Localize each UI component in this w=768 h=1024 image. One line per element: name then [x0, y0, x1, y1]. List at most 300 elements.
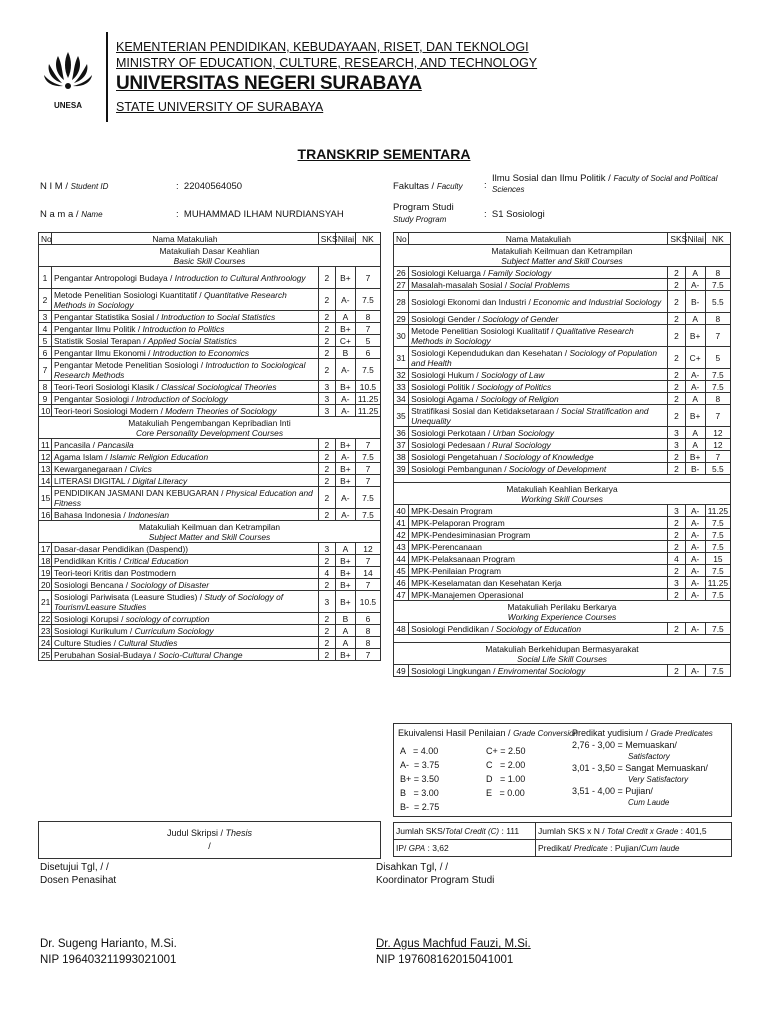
course-name-en: Family Sociology: [487, 267, 552, 278]
course-grade: B+: [335, 579, 355, 591]
section-subtitle: Basic Skill Courses: [173, 255, 246, 266]
course-no: 45: [394, 565, 409, 577]
table-row: [394, 565, 731, 577]
university-name-id: UNIVERSITAS NEGERI SURABAYA: [116, 73, 422, 94]
course-nk: 7: [355, 439, 380, 451]
course-sks: 2: [318, 555, 335, 567]
course-name-id: Pancasila /: [54, 439, 95, 450]
course-name-en: Sociology of Gender: [482, 313, 559, 324]
course-name-en: Social Problems: [509, 279, 570, 290]
table-row: [39, 509, 381, 521]
course-name: [52, 591, 319, 613]
header-divider: [106, 32, 108, 122]
course-no: 49: [394, 665, 409, 677]
course-grade: B: [335, 613, 355, 625]
section-row: [394, 245, 731, 267]
section-title: Matakuliah Pengembangan Kepribadian Inti: [128, 417, 291, 428]
section-subtitle: Working Skill Courses: [521, 493, 603, 504]
course-grade: A: [335, 311, 355, 323]
predikat-title: Predikat yudisium / Grade Predicates: [572, 728, 713, 738]
course-no: 19: [39, 567, 52, 579]
course-grade: B+: [685, 451, 705, 463]
course-name: [409, 541, 668, 553]
table-row: [394, 505, 731, 517]
course-sks: 2: [668, 347, 685, 369]
course-name-id: Sosiologi Korupsi /: [54, 613, 124, 624]
course-name: [409, 267, 668, 279]
table-row: [39, 323, 381, 335]
course-name: [409, 553, 668, 565]
course-no: 36: [394, 427, 409, 439]
course-grade: A: [335, 625, 355, 637]
course-sks: 2: [668, 529, 685, 541]
grade-list-2: [486, 744, 526, 800]
course-name-en: Enviromental Sociology: [497, 665, 586, 676]
course-name-id: Pengantar Statistika Sosial /: [54, 311, 159, 322]
predikat-en: Cum Laude: [628, 798, 670, 807]
course-name-en: Indonesian: [128, 509, 170, 520]
course-nk: 10.5: [355, 381, 380, 393]
predikat-en: Very Satisfactory: [628, 775, 689, 784]
grade-equivalence: D = 1.00: [486, 774, 526, 784]
course-name: [52, 555, 319, 567]
course-grade: A-: [335, 509, 355, 521]
course-nk: 6: [355, 347, 380, 359]
course-no: 21: [39, 591, 52, 613]
course-name-id: Stratifikasi Sosial dan Ketidaksetaraan /: [411, 405, 559, 416]
course-nk: 15: [705, 553, 730, 565]
section-heading: [39, 521, 381, 543]
course-name: [409, 347, 668, 369]
course-no: 30: [394, 325, 409, 347]
name-value: : MUHAMMAD ILHAM NURDIANSYAH: [176, 209, 344, 220]
table-row: [394, 369, 731, 381]
course-sks: 3: [318, 381, 335, 393]
course-nk: 10.5: [355, 591, 380, 613]
table-row: [394, 463, 731, 475]
course-grade: A: [685, 439, 705, 451]
course-name: [52, 267, 319, 289]
course-no: 40: [394, 505, 409, 517]
section-row: [39, 417, 381, 439]
course-grade: A-: [685, 517, 705, 529]
course-nk: 7: [355, 267, 380, 289]
section-heading: [394, 483, 731, 505]
faculty-label: Fakultas / Faculty: [393, 181, 463, 192]
course-name-id: Sosiologi Pembangunan /: [411, 463, 507, 474]
course-nk: 7.5: [705, 369, 730, 381]
course-nk: 7.5: [705, 589, 730, 601]
table-row: [394, 541, 731, 553]
table-row: [394, 279, 731, 291]
course-name: [52, 625, 319, 637]
table-row: [39, 567, 381, 579]
course-name-id: Sosiologi Pedesaan /: [411, 439, 490, 450]
course-grade: B+: [335, 323, 355, 335]
course-name: [52, 463, 319, 475]
course-name-id: Statistik Sosial Terapan /: [54, 335, 146, 346]
course-name-en: Pancasila: [97, 439, 134, 450]
course-name-id: Sosiologi Politik /: [411, 381, 475, 392]
university-logo: [36, 48, 100, 112]
course-sks: 2: [668, 623, 685, 635]
predikat-item: [572, 763, 730, 786]
course-no: 34: [394, 393, 409, 405]
name-label: N a m a / Name: [40, 209, 103, 220]
course-grade: B: [335, 347, 355, 359]
predikat-range: 3,01 - 3,50: [572, 763, 616, 773]
course-no: 43: [394, 541, 409, 553]
table-row: [394, 427, 731, 439]
section-title: Matakuliah Keilmuan dan Ketrampilan: [138, 521, 281, 532]
course-name-en: Sociology of Education: [495, 623, 582, 634]
section-heading: [394, 245, 731, 267]
course-no: 48: [394, 623, 409, 635]
course-name: [52, 311, 319, 323]
course-sks: 2: [318, 613, 335, 625]
predikat-item: [572, 740, 730, 763]
page-title: TRANSKRIP SEMENTARA: [297, 146, 471, 162]
course-no: 10: [39, 405, 52, 417]
course-nk: 7.5: [705, 529, 730, 541]
course-name-id: LITERASI DIGITAL /: [54, 475, 130, 486]
course-nk: 7.5: [705, 665, 730, 677]
course-name: [52, 613, 319, 625]
table-row: [39, 381, 381, 393]
faculty-value: Ilmu Sosial dan Ilmu Politik / Faculty of Social and Political Sciences: [492, 173, 718, 194]
table-header-row: [394, 233, 731, 245]
course-name: [409, 505, 668, 517]
header-name: Nama Matakuliah: [52, 233, 319, 245]
course-grade: A-: [335, 487, 355, 509]
table-row: [39, 393, 381, 405]
table-row: [394, 347, 731, 369]
course-no: 32: [394, 369, 409, 381]
course-no: 14: [39, 475, 52, 487]
course-sks: 2: [668, 279, 685, 291]
coordinator-role: Koordinator Program Studi: [376, 875, 495, 886]
course-name-en: Sociology of Law: [480, 369, 545, 380]
course-nk: 7: [355, 323, 380, 335]
course-name: [409, 369, 668, 381]
course-nk: 12: [705, 439, 730, 451]
course-no: 20: [39, 579, 52, 591]
course-name-id: Sosiologi Keluarga /: [411, 267, 486, 278]
course-name-en: Rural Sociology: [492, 439, 551, 450]
course-name: [409, 393, 668, 405]
course-name-id: Sosiologi Bencana /: [54, 579, 129, 590]
course-nk: 7.5: [705, 565, 730, 577]
course-name: [52, 637, 319, 649]
grade-list-1: [400, 744, 439, 814]
course-name: [409, 313, 668, 325]
course-sks: 2: [668, 381, 685, 393]
course-name-en: Introduction to Sociological Research Methods: [54, 359, 306, 380]
course-name-en: Curriculum Sociology: [134, 625, 214, 636]
course-nk: 7: [355, 649, 380, 661]
course-sks: 2: [318, 451, 335, 463]
predicate: Predikat/ Predicate : Pujian/Cum laude: [536, 840, 732, 857]
course-name-id: Sosiologi Ekonomi dan Industri /: [411, 296, 531, 307]
course-name-en: Study of Sociology of Tourism/Leasure Studies: [54, 591, 284, 612]
table-row: [394, 291, 731, 313]
advisor-name: Dr. Sugeng Harianto, M.Si.: [40, 938, 177, 950]
section-row: [394, 483, 731, 505]
course-name-en: Qualitative Research Methods in Sociology: [411, 325, 634, 346]
grade-equivalence: A = 4.00: [400, 746, 439, 756]
course-no: 23: [39, 625, 52, 637]
table-row: [394, 623, 731, 635]
table-row: [394, 665, 731, 677]
section-row: [39, 245, 381, 267]
course-no: 41: [394, 517, 409, 529]
table-row: [394, 393, 731, 405]
course-nk: 5: [705, 347, 730, 369]
grade-equivalence: B+ = 3.50: [400, 774, 440, 784]
table-row: [39, 543, 381, 555]
course-grade: A-: [335, 393, 355, 405]
course-name-en: Introduction to Economics: [152, 347, 250, 358]
course-name: [52, 451, 319, 463]
course-nk: 14: [355, 567, 380, 579]
section-subtitle: Working Experience Courses: [507, 611, 617, 622]
course-grade: B+: [685, 405, 705, 427]
course-grade: A-: [335, 359, 355, 381]
header-name: Nama Matakuliah: [409, 233, 668, 245]
table-row: [39, 289, 381, 311]
course-name: [409, 451, 668, 463]
course-no: 47: [394, 589, 409, 601]
course-name-id: Masalah-masalah Sosial /: [411, 279, 508, 290]
course-grade: B-: [685, 463, 705, 475]
header-nk: NK: [355, 233, 380, 245]
course-name-id: Sosiologi Kurikulum /: [54, 625, 133, 636]
course-no: 17: [39, 543, 52, 555]
course-sks: 2: [668, 451, 685, 463]
course-sks: 2: [318, 347, 335, 359]
program-label: Program Studi Study Program: [393, 202, 454, 224]
course-nk: 7: [355, 555, 380, 567]
course-nk: 8: [705, 267, 730, 279]
course-name: [409, 427, 668, 439]
course-no: 18: [39, 555, 52, 567]
course-name: [409, 517, 668, 529]
nim-label: N I M / Student ID: [40, 181, 109, 192]
table-row: [39, 359, 381, 381]
course-grade: B+: [335, 475, 355, 487]
course-no: 12: [39, 451, 52, 463]
table-row: [39, 625, 381, 637]
course-sks: 2: [318, 289, 335, 311]
coordinator-name: Dr. Agus Machfud Fauzi, M.Si.: [376, 938, 531, 950]
course-grade: A: [685, 267, 705, 279]
course-name-en: Sociology of Politics: [476, 381, 552, 392]
course-sks: 2: [318, 335, 335, 347]
thesis-value: /: [208, 841, 211, 851]
section-title: Matakuliah Perilaku Berkarya: [507, 601, 617, 612]
course-name-id: MPK-Keselamatan dan Kesehatan Kerja: [411, 577, 562, 588]
course-sks: 2: [668, 267, 685, 279]
legend-title: Ekuivalensi Hasil Penilaian / Grade Conversion: [398, 728, 578, 738]
course-name-id: Bahasa Indonesia /: [54, 509, 126, 520]
course-name-en: Introduction of Sociology: [135, 393, 228, 404]
course-name: [52, 347, 319, 359]
course-name-id: Pengantar Metode Penelitian Sosiologi /: [54, 359, 204, 370]
course-sks: 4: [668, 553, 685, 565]
course-no: 35: [394, 405, 409, 427]
table-row: [39, 451, 381, 463]
course-name-id: MPK-Penilaian Program: [411, 565, 501, 576]
course-name-en: Modern Theories of Sociology: [165, 405, 277, 416]
table-row: [39, 555, 381, 567]
course-name: [52, 393, 319, 405]
course-name-en: Introduction to Cultural Anthroology: [174, 272, 306, 283]
course-name-en: Sociology of Knowledge: [504, 451, 594, 462]
course-nk: 7.5: [705, 279, 730, 291]
spacer-cell: [394, 635, 731, 643]
course-no: 3: [39, 311, 52, 323]
table-row: [394, 439, 731, 451]
course-name: [52, 579, 319, 591]
course-name: [409, 381, 668, 393]
course-name-en: Introduction to Politics: [142, 323, 225, 334]
course-no: 44: [394, 553, 409, 565]
table-row: [39, 405, 381, 417]
course-no: 1: [39, 267, 52, 289]
course-nk: 7: [705, 405, 730, 427]
course-nk: 7.5: [355, 289, 380, 311]
course-grade: A-: [685, 541, 705, 553]
table-row: [39, 649, 381, 661]
advisor-role: Dosen Penasihat: [40, 875, 117, 886]
header-no: No: [394, 233, 409, 245]
course-name-en: Applied Social Statistics: [147, 335, 237, 346]
section-subtitle: Subject Matter and Skill Courses: [148, 531, 271, 542]
course-name: [409, 439, 668, 451]
course-nk: 7.5: [355, 509, 380, 521]
course-sks: 2: [668, 291, 685, 313]
table-header-row: [39, 233, 381, 245]
spacer-cell: [394, 475, 731, 483]
course-name-id: MPK-Pelaksanaan Program: [411, 553, 515, 564]
course-name: [52, 475, 319, 487]
course-sks: 2: [668, 313, 685, 325]
course-grade: A-: [685, 529, 705, 541]
course-no: 29: [394, 313, 409, 325]
course-grade: A-: [685, 623, 705, 635]
course-sks: 2: [318, 509, 335, 521]
course-name-en: Physical Education and Fitness: [54, 487, 313, 508]
course-name-id: Sosiologi Perkotaan /: [411, 427, 491, 438]
section-row: [39, 521, 381, 543]
course-sks: 4: [318, 567, 335, 579]
course-name-id: PENDIDIKAN JASMANI DAN KEBUGARAN /: [54, 487, 224, 498]
header-grade: Nilai: [335, 233, 355, 245]
predikat-range: 3,51 - 4,00: [572, 786, 616, 796]
thesis-box: [38, 821, 381, 859]
course-no: 7: [39, 359, 52, 381]
course-name-id: MPK-Manajemen Operasional: [411, 589, 524, 600]
grade-equivalence: C+ = 2.50: [486, 746, 526, 756]
course-name-id: Sosiologi Pariwisata (Leasure Studies) /: [54, 591, 203, 602]
course-grade: C+: [335, 335, 355, 347]
course-name-id: Sosiologi Kependudukan dan Kesehatan /: [411, 347, 568, 358]
course-name-id: Sosiologi Pendidikan /: [411, 623, 494, 634]
course-name-en: Quantitative Research Methods in Sociology: [54, 289, 287, 310]
course-nk: 5: [355, 335, 380, 347]
course-name-id: MPK-Pendesiminasian Program: [411, 529, 531, 540]
advisor-nip: NIP 196403211993021001: [40, 954, 177, 966]
course-grade: B+: [335, 649, 355, 661]
course-name: [409, 565, 668, 577]
course-name-en: Urban Sociology: [492, 427, 555, 438]
section-subtitle: Core Personality Development Courses: [135, 427, 284, 438]
course-grade: A: [335, 637, 355, 649]
course-sks: 3: [668, 505, 685, 517]
course-grade: A-: [685, 565, 705, 577]
course-no: 33: [394, 381, 409, 393]
course-sks: 2: [318, 359, 335, 381]
course-grade: A: [685, 313, 705, 325]
course-grade: A-: [335, 451, 355, 463]
course-name: [52, 289, 319, 311]
course-sks: 2: [318, 463, 335, 475]
course-sks: 3: [318, 543, 335, 555]
course-nk: 7.5: [355, 451, 380, 463]
course-name-en: Civics: [129, 463, 152, 474]
thesis-label: Judul Skripsi / Thesis: [166, 828, 253, 838]
table-row: [394, 577, 731, 589]
course-name-id: Metode Penelitian Sosiologi Kualitatif /: [411, 325, 554, 336]
course-grade: B-: [685, 291, 705, 313]
course-sks: 2: [668, 405, 685, 427]
course-no: 27: [394, 279, 409, 291]
course-name-en: Classical Sociological Theories: [161, 381, 277, 392]
course-name: [52, 359, 319, 381]
course-name: [409, 291, 668, 313]
course-name-id: Sosiologi Lingkungan /: [411, 665, 496, 676]
course-name: [52, 335, 319, 347]
course-grade: B+: [335, 381, 355, 393]
course-grade: A: [685, 393, 705, 405]
course-sks: 2: [668, 565, 685, 577]
header-sks: SKS: [318, 233, 335, 245]
course-name: [409, 529, 668, 541]
section-heading: [39, 245, 381, 267]
course-nk: 7.5: [705, 623, 730, 635]
course-grade: B+: [335, 267, 355, 289]
table-row: [39, 463, 381, 475]
course-grade: A-: [685, 577, 705, 589]
course-sks: 3: [668, 427, 685, 439]
course-name-id: Pendidikan Kritis /: [54, 555, 122, 566]
nim-value: : 22040564050: [176, 181, 243, 192]
course-grade: A-: [685, 279, 705, 291]
course-name-id: Teori-teori Sosiologi Modern /: [54, 405, 163, 416]
course-name: [409, 577, 668, 589]
course-no: 6: [39, 347, 52, 359]
course-no: 31: [394, 347, 409, 369]
course-name-en: Islamic Religion Education: [109, 451, 209, 462]
course-no: 42: [394, 529, 409, 541]
course-grade: B+: [335, 567, 355, 579]
course-nk: 7: [705, 451, 730, 463]
course-name-en: Critical Education: [123, 555, 189, 566]
grade-equivalence: B- = 2.75: [400, 802, 440, 812]
program-value: : S1 Sosiologi: [484, 209, 545, 220]
course-no: 8: [39, 381, 52, 393]
course-name: [409, 279, 668, 291]
